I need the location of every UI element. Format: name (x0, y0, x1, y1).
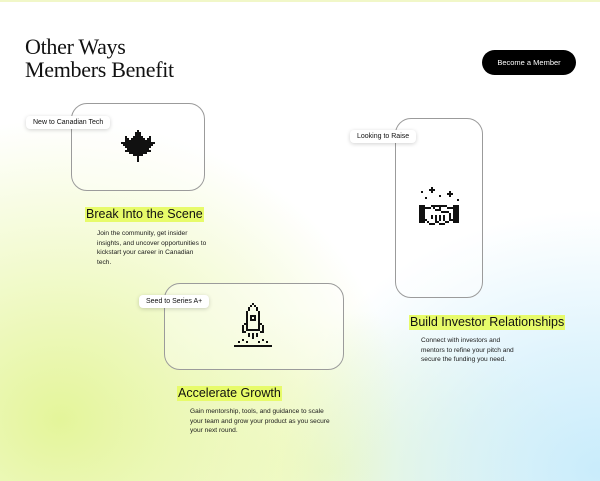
maple-leaf-icon (119, 128, 157, 166)
benefit-tag: Seed to Series A+ (139, 295, 209, 308)
benefit-description: Gain mentorship, tools, and guidance to scale your team and grow your product as you secure your next round. (190, 408, 330, 435)
become-member-button[interactable]: Become a Member (482, 50, 576, 75)
benefit-description: Connect with investors and mentors to refine your pitch and secure the funding you need. (421, 337, 514, 364)
handshake-icon (417, 187, 461, 231)
rocket-icon (232, 303, 274, 349)
benefit-tag: Looking to Raise (350, 130, 416, 143)
top-divider (0, 0, 600, 2)
page-title-line-2: Members Benefit (25, 57, 174, 82)
benefit-heading: Break Into the Scene (86, 207, 203, 221)
benefit-description: Join the community, get insider insights, and uncover opportunities to kickstart your career in Canadian tech. (97, 230, 207, 266)
page-title-line-1: Other Ways (25, 34, 126, 59)
benefit-heading: Build Investor Relationships (410, 315, 565, 329)
benefit-heading: Accelerate Growth (178, 386, 281, 400)
benefit-tag: New to Canadian Tech (26, 116, 110, 129)
page-title (25, 35, 174, 81)
